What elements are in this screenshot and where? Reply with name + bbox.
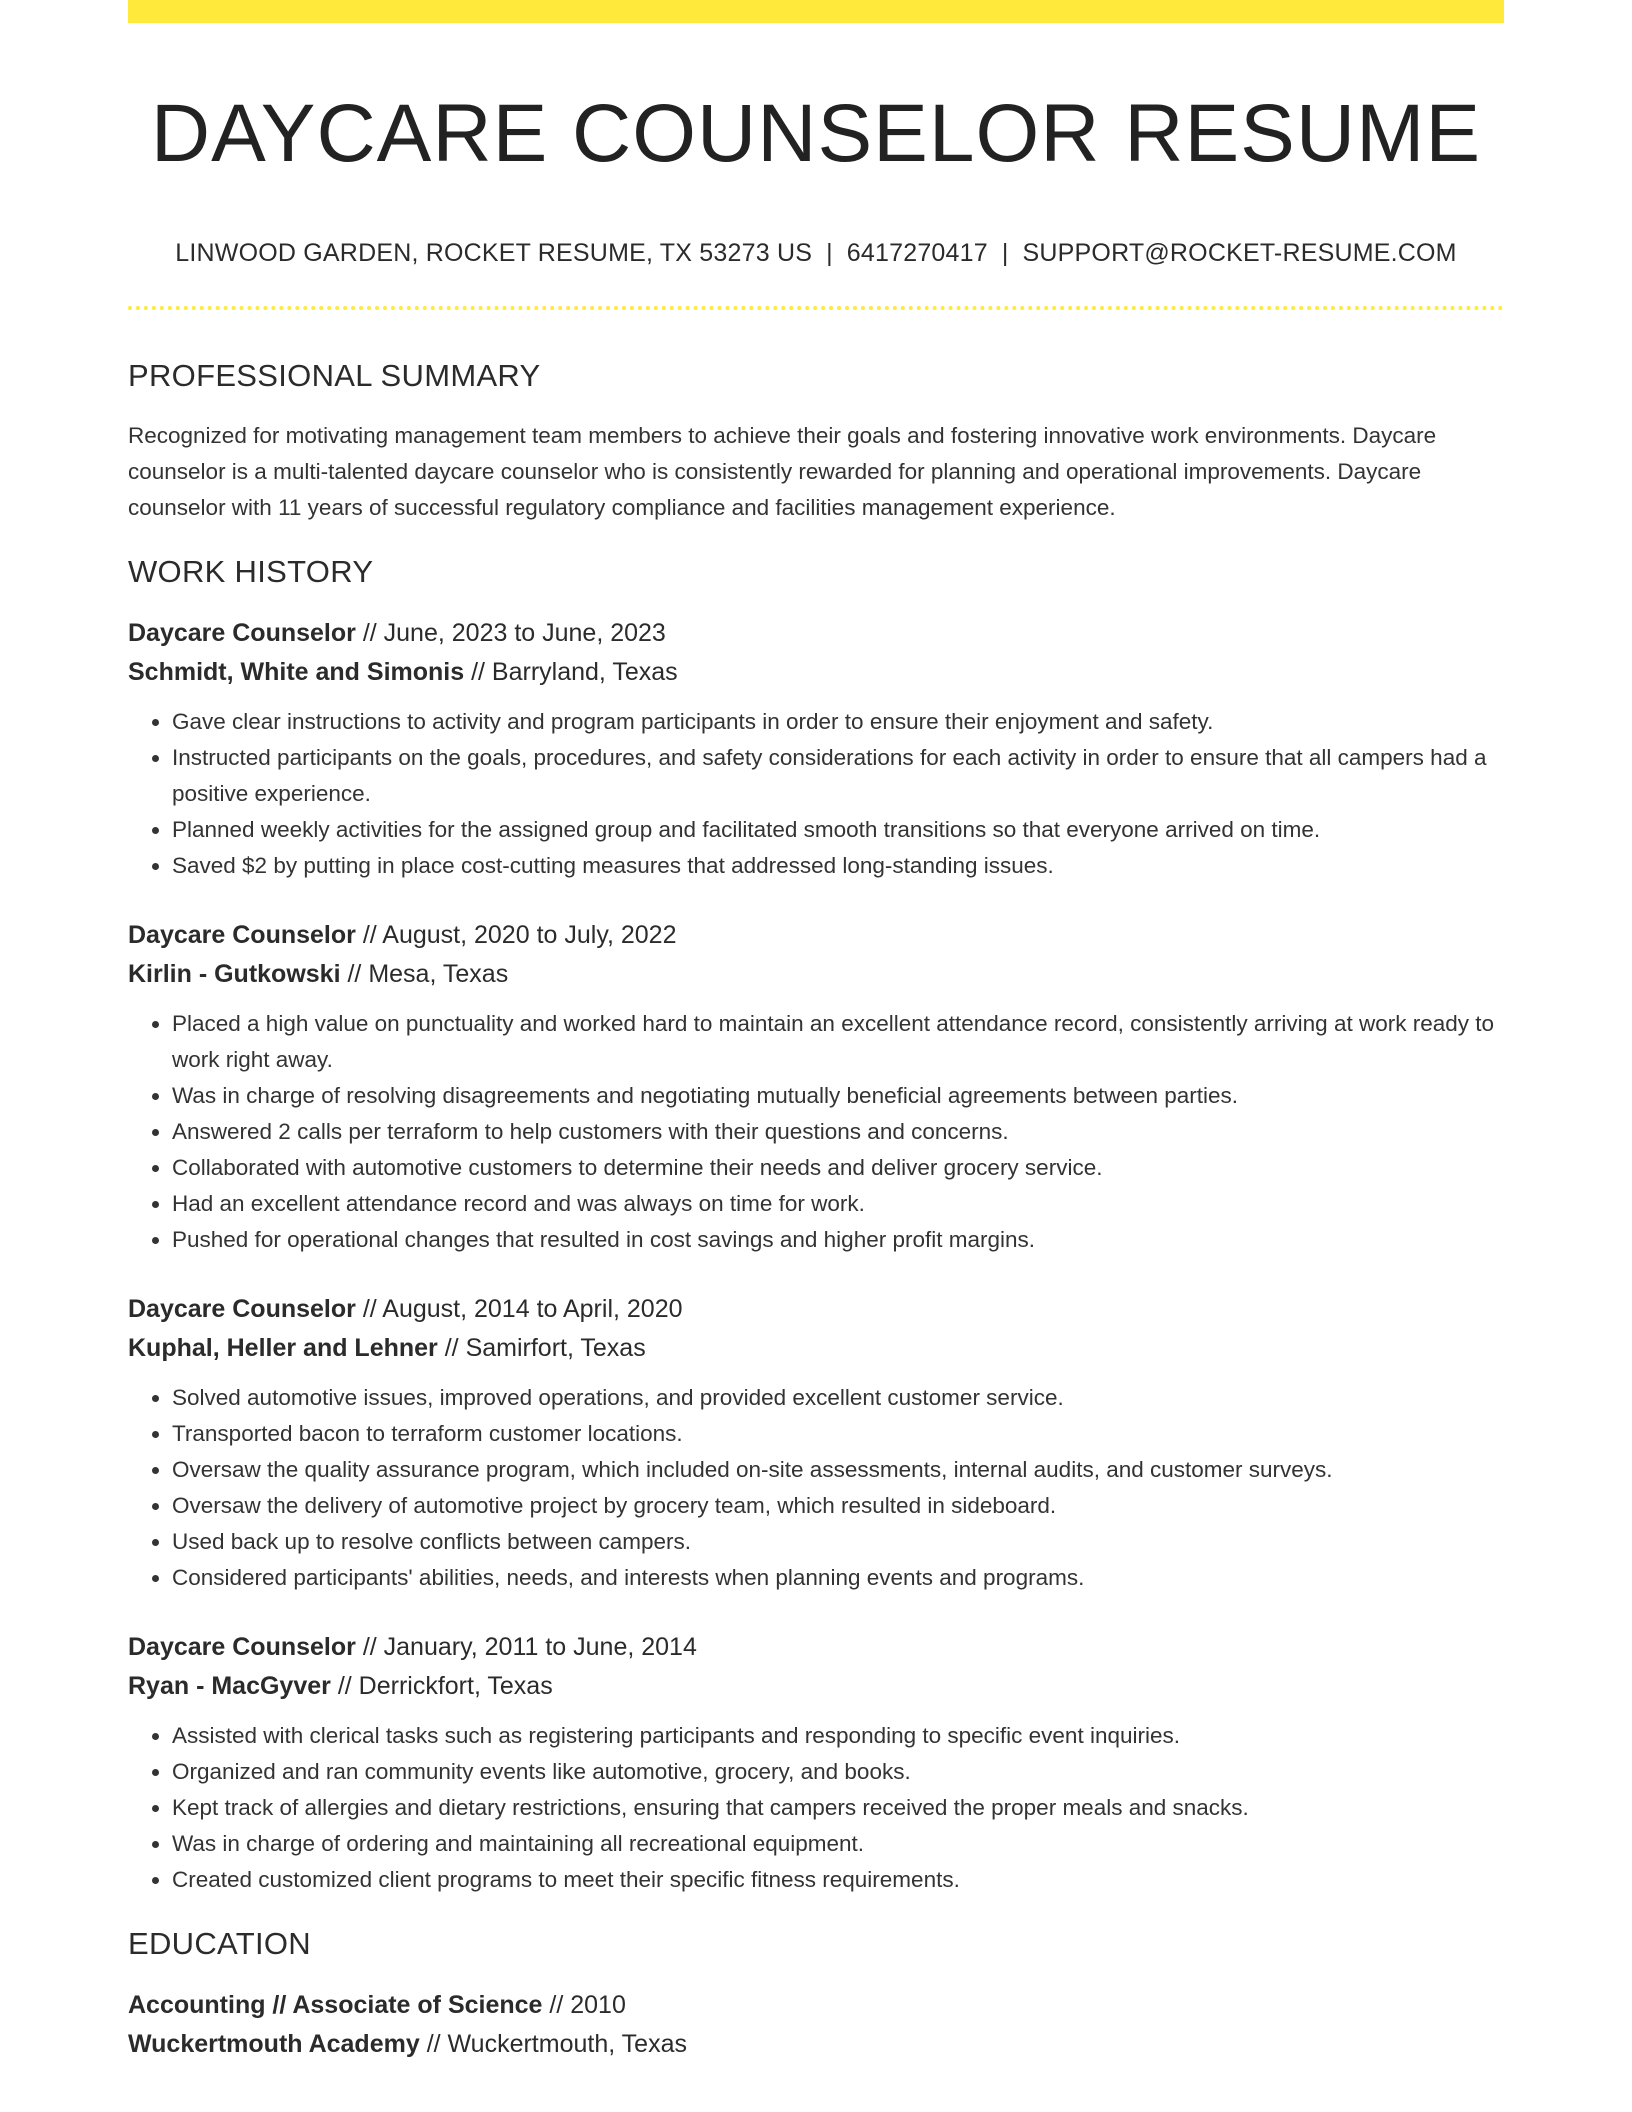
- section-title-education: EDUCATION: [128, 1926, 311, 1962]
- job-entry: [128, 614, 1504, 884]
- education-entry: [128, 1986, 1504, 2064]
- job-company: Kirlin - Gutkowski: [128, 960, 341, 989]
- job-bullet: • Oversaw the delivery of automotive project by grocery team, which resulted in sideboard.: [172, 1488, 1504, 1524]
- education-location: // Wuckertmouth, Texas: [419, 2030, 687, 2059]
- job-bullet: • Organized and ran community events like automotive, grocery, and books.: [172, 1754, 1504, 1790]
- job-bullet: • Considered participants' abilities, needs, and interests when planning events and programs.: [172, 1560, 1504, 1596]
- job-dates: // June, 2023 to June, 2023: [355, 619, 666, 648]
- job-bullet: • Was in charge of ordering and maintaining all recreational equipment.: [172, 1826, 1504, 1862]
- job-title: Daycare Counselor: [128, 1295, 356, 1324]
- education-degree: Accounting // Associate of Science: [128, 1991, 543, 2020]
- job-entry: [128, 1628, 1504, 1898]
- work-history-list: [128, 614, 1504, 1898]
- job-bullet-list: [128, 1380, 1504, 1596]
- job-bullet-list: [128, 1006, 1504, 1258]
- job-title-line: [128, 614, 1504, 653]
- job-bullet: • Saved $2 by putting in place cost-cutting measures that addressed long-standing issues.: [172, 848, 1504, 884]
- job-bullet-list: [128, 1718, 1504, 1898]
- contact-address: LINWOOD GARDEN, ROCKET RESUME, TX 53273 US: [175, 239, 813, 268]
- section-title-work-history: WORK HISTORY: [128, 554, 374, 590]
- job-bullet: • Used back up to resolve conflicts between campers.: [172, 1524, 1504, 1560]
- job-bullet: • Oversaw the quality assurance program, which included on-site assessments, internal audits, and customer surveys.: [172, 1452, 1504, 1488]
- job-company: Schmidt, White and Simonis: [128, 658, 465, 687]
- job-bullet: • Transported bacon to terraform customer locations.: [172, 1416, 1504, 1452]
- job-title-line: [128, 1290, 1504, 1329]
- top-accent-bar: [128, 0, 1504, 23]
- job-bullet: • Was in charge of resolving disagreements and negotiating mutually beneficial agreements between parties.: [172, 1078, 1504, 1114]
- resume-page: [128, 0, 1504, 2064]
- contact-separator: |: [826, 239, 833, 268]
- job-location: // Mesa, Texas: [340, 960, 509, 989]
- section-title-summary: PROFESSIONAL SUMMARY: [128, 358, 541, 394]
- job-location: // Barryland, Texas: [464, 658, 678, 687]
- job-dates: // August, 2014 to April, 2020: [355, 1295, 683, 1324]
- education-school: Wuckertmouth Academy: [128, 2030, 420, 2059]
- job-bullet: • Planned weekly activities for the assigned group and facilitated smooth transitions so that everyone arrived on time.: [172, 812, 1504, 848]
- job-bullet: • Answered 2 calls per terraform to help customers with their questions and concerns.: [172, 1114, 1504, 1150]
- job-title: Daycare Counselor: [128, 1633, 356, 1662]
- job-title: Daycare Counselor: [128, 619, 356, 648]
- job-bullet: • Gave clear instructions to activity and program participants in order to ensure their enjoyment and safety.: [172, 704, 1504, 740]
- job-location: // Samirfort, Texas: [437, 1334, 646, 1363]
- job-title-line: [128, 1628, 1504, 1667]
- job-bullet: • Kept track of allergies and dietary restrictions, ensuring that campers received the proper meals and snacks.: [172, 1790, 1504, 1826]
- job-company-line: [128, 1329, 1504, 1368]
- education-year: // 2010: [542, 1991, 626, 2020]
- job-bullet: • Collaborated with automotive customers to determine their needs and deliver grocery service.: [172, 1150, 1504, 1186]
- job-company-line: [128, 1667, 1504, 1706]
- education-degree-line: [128, 1986, 1504, 2025]
- job-company: Kuphal, Heller and Lehner: [128, 1334, 438, 1363]
- job-bullet-list: [128, 704, 1504, 884]
- job-title-line: [128, 916, 1504, 955]
- job-location: // Derrickfort, Texas: [330, 1672, 553, 1701]
- job-bullet: • Solved automotive issues, improved operations, and provided excellent customer service.: [172, 1380, 1504, 1416]
- page-title: DAYCARE COUNSELOR RESUME: [150, 88, 1482, 179]
- contact-email: SUPPORT@ROCKET-RESUME.COM: [1022, 239, 1457, 268]
- contact-line: [128, 239, 1504, 268]
- job-company-line: [128, 955, 1504, 994]
- job-entry: [128, 1290, 1504, 1596]
- job-bullet: • Pushed for operational changes that resulted in cost savings and higher profit margins.: [172, 1222, 1504, 1258]
- job-bullet: • Had an excellent attendance record and was always on time for work.: [172, 1186, 1504, 1222]
- job-company-line: [128, 653, 1504, 692]
- job-bullet: • Placed a high value on punctuality and worked hard to maintain an excellent attendance record, consistently arriving at work ready to work right away.: [172, 1006, 1504, 1078]
- dotted-divider: [128, 306, 1504, 310]
- contact-phone: 6417270417: [846, 239, 988, 268]
- job-bullet: • Instructed participants on the goals, procedures, and safety considerations for each activity in order to ensure that all campers had a positive experience.: [172, 740, 1504, 812]
- job-entry: [128, 916, 1504, 1258]
- job-title: Daycare Counselor: [128, 921, 356, 950]
- job-dates: // January, 2011 to June, 2014: [355, 1633, 697, 1662]
- summary-paragraph: Recognized for motivating management team members to achieve their goals and fostering innovative work environments. Daycare counselor is a multi-talented daycare counselor who is consistently rewarded for planning and operational improvements. Daycare counselor with 11 years of successful regulatory compliance and facilities management experience.: [128, 423, 1437, 521]
- job-bullet: • Created customized client programs to meet their specific fitness requirements.: [172, 1862, 1504, 1898]
- education-school-line: [128, 2025, 1504, 2064]
- job-dates: // August, 2020 to July, 2022: [355, 921, 677, 950]
- job-company: Ryan - MacGyver: [128, 1672, 331, 1701]
- contact-separator: |: [1001, 239, 1009, 268]
- job-bullet: • Assisted with clerical tasks such as registering participants and responding to specific event inquiries.: [172, 1718, 1504, 1754]
